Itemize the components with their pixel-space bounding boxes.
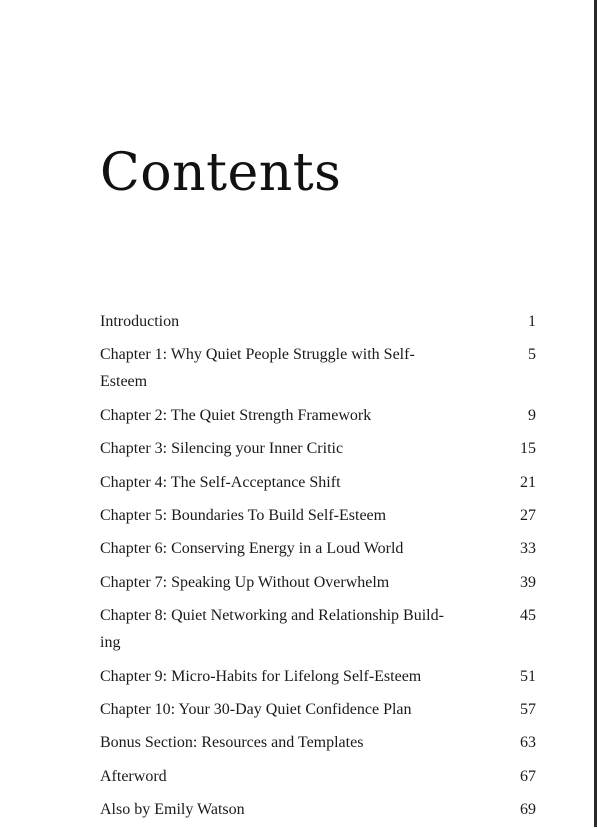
toc-entry-label: Chapter 4: The Self-Acceptance Shift — [100, 473, 341, 491]
toc-entry-chapter-3[interactable] — [100, 435, 536, 462]
toc-entry-page-number: 33 — [520, 540, 536, 558]
toc-entry-chapter-1[interactable] — [100, 341, 536, 395]
toc-entry-label: Chapter 2: The Quiet Strength Framework — [100, 406, 372, 424]
toc-entry-page-number: 21 — [520, 473, 536, 491]
toc-entry-label: Chapter 9: Micro-Habits for Lifelong Self-Esteem — [100, 667, 422, 685]
toc-entry-chapter-7[interactable] — [100, 569, 536, 596]
toc-entry-page-number: 51 — [520, 667, 536, 685]
toc-entry-chapter-5[interactable] — [100, 502, 536, 529]
page-title: Contents — [100, 143, 342, 203]
toc-entry-page-number: 39 — [520, 573, 536, 591]
toc-entry-page-number: 5 — [528, 346, 536, 364]
toc-entry-label: Also by Emily Watson — [100, 801, 245, 819]
toc-entry-page-number: 15 — [520, 440, 536, 458]
toc-entry-label: Introduction — [100, 313, 180, 330]
toc-entry-page-number: 67 — [520, 767, 536, 785]
toc-entry-label: Chapter 7: Speaking Up Without Overwhelm — [100, 573, 390, 591]
toc-entry-chapter-2[interactable] — [100, 402, 536, 429]
toc-entry-also-by[interactable] — [100, 796, 536, 823]
table-of-contents — [100, 308, 536, 829]
toc-entry-page-number: 1 — [528, 313, 536, 330]
toc-entry-label: Chapter 5: Boundaries To Build Self-Esteem — [100, 506, 387, 524]
toc-entry-label: Afterword — [100, 767, 167, 785]
toc-entry-afterword[interactable] — [100, 763, 536, 790]
toc-entry-chapter-10[interactable] — [100, 696, 536, 723]
toc-entry-label: Chapter 8: Quiet Networking and Relationship Build-ing — [100, 607, 444, 652]
toc-entry-label: Chapter 1: Why Quiet People Struggle with Self-Esteem — [100, 346, 415, 391]
toc-entry-label: Chapter 6: Conserving Energy in a Loud World — [100, 540, 404, 558]
toc-entry-chapter-8[interactable] — [100, 602, 536, 656]
toc-entry-page-number: 45 — [520, 607, 536, 625]
toc-entry-page-number: 57 — [520, 700, 536, 718]
toc-entry-chapter-6[interactable] — [100, 535, 536, 562]
toc-entry-page-number: 63 — [520, 734, 536, 752]
toc-entry-bonus-section[interactable] — [100, 729, 536, 756]
toc-entry-page-number: 27 — [520, 506, 536, 524]
toc-entry-label: Bonus Section: Resources and Templates — [100, 734, 364, 752]
toc-entry-label: Chapter 3: Silencing your Inner Critic — [100, 440, 344, 458]
toc-entry-chapter-9[interactable] — [100, 663, 536, 690]
toc-entry-label: Chapter 10: Your 30-Day Quiet Confidence Plan — [100, 700, 412, 718]
toc-entry-introduction[interactable] — [100, 308, 536, 335]
toc-entry-chapter-4[interactable] — [100, 469, 536, 496]
toc-entry-page-number: 69 — [520, 801, 536, 819]
toc-entry-page-number: 9 — [528, 406, 536, 424]
